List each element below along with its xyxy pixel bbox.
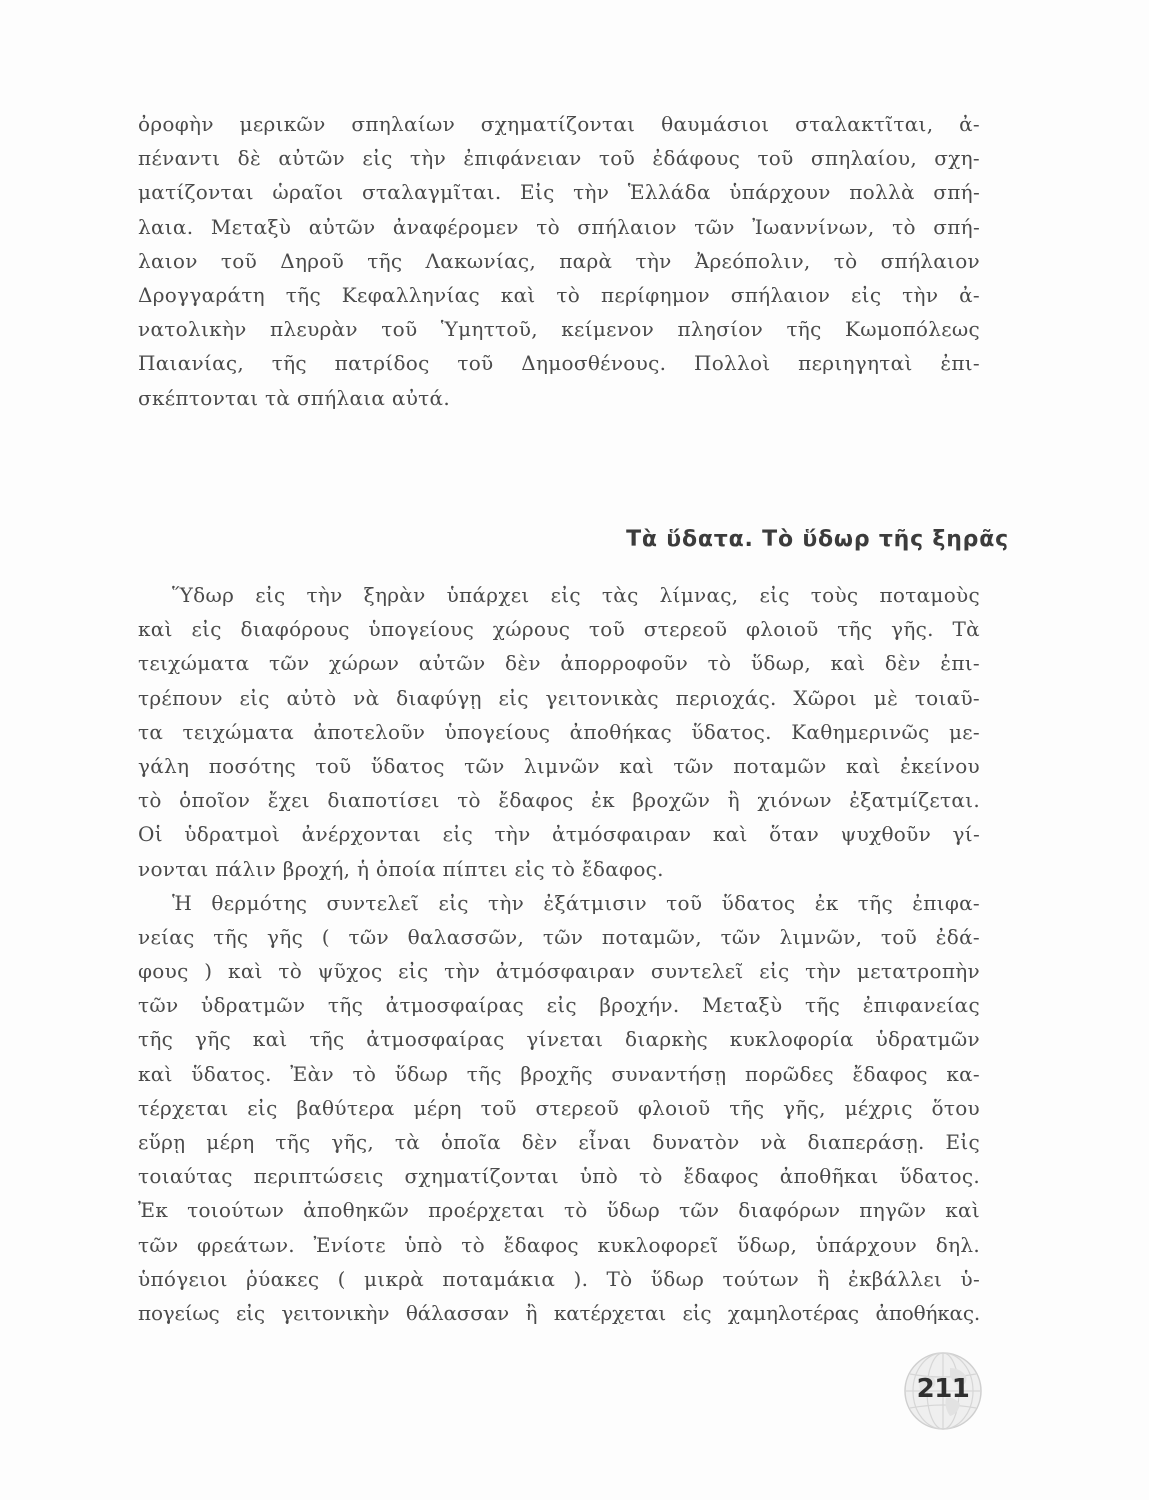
text-line: πέναντι δὲ αὐτῶν εἰς τὴν ἐπιφάνειαν τοῦ ἐδάφους τοῦ σπηλαίου, σχη- bbox=[138, 146, 980, 171]
text-line: νείας τῆς γῆς ( τῶν θαλασσῶν, τῶν ποταμῶν, τῶν λιμνῶν, τοῦ ἐδά- bbox=[138, 924, 980, 949]
text-line: ὀροφὴν μερικῶν σπηλαίων σχηματίζονται θαυμάσιοι σταλακτῖται, ἀ- bbox=[138, 112, 980, 136]
text-line: λαια. Μεταξὺ αὐτῶν ἀναφέρομεν τὸ σπήλαιον τῶν Ἰωαννίνων, τὸ σπή- bbox=[138, 214, 980, 239]
text-line: καὶ ὕδατος. Ἐὰν τὸ ὕδωρ τῆς βροχῆς συναντήσῃ πορῶδες ἔδαφος κα- bbox=[138, 1061, 980, 1086]
text-line: νατολικὴν πλευρὰν τοῦ Ὑμηττοῦ, κείμενον πλησίον τῆς Κωμοπόλεως bbox=[138, 317, 980, 342]
text-line: ματίζονται ὡραῖοι σταλαγμῖται. Εἰς τὴν Ἑλλάδα ὑπάρχουν πολλὰ σπή- bbox=[138, 180, 980, 205]
text-line: Οἱ ὑδρατμοὶ ἀνέρχονται εἰς τὴν ἀτμόσφαιραν καὶ ὅταν ψυχθοῦν γί- bbox=[138, 822, 980, 847]
text-line: τα τειχώματα ἀποτελοῦν ὑπογείους ἀποθήκας ὕδατος. Καθημερινῶς με- bbox=[138, 719, 980, 744]
text-line: τῶν ὑδρατμῶν τῆς ἀτμοσφαίρας εἰς βροχήν. Μεταξὺ τῆς ἐπιφανείας bbox=[138, 993, 980, 1018]
paragraph-caves bbox=[138, 107, 980, 415]
text-line: τέρχεται εἰς βαθύτερα μέρη τοῦ στερεοῦ φλοιοῦ τῆς γῆς, μέχρις ὅτου bbox=[138, 1095, 980, 1120]
paragraph-land-water bbox=[138, 578, 980, 1330]
text-line: τρέπουν εἰς αὐτὸ νὰ διαφύγῃ εἰς γειτονικὰς περιοχάς. Χῶροι μὲ τοιαῦ- bbox=[138, 685, 980, 710]
text-line: καὶ εἰς διαφόρους ὑπογείους χώρους τοῦ στερεοῦ φλοιοῦ τῆς γῆς. Τὰ bbox=[138, 617, 980, 642]
text-line: σκέπτονται τὰ σπήλαια αὐτά. bbox=[138, 385, 450, 410]
text-line: ὑπόγειοι ῥύακες ( μικρὰ ποταμάκια ). Τὸ ὕδωρ τούτων ἢ ἐκβάλλει ὑ- bbox=[138, 1266, 980, 1291]
text-line: Δρογγαράτη τῆς Κεφαλληνίας καὶ τὸ περίφημον σπήλαιον εἰς τὴν ἀ- bbox=[138, 282, 980, 307]
text-line: φους ) καὶ τὸ ψῦχος εἰς τὴν ἀτμόσφαιραν συντελεῖ εἰς τὴν μετατροπὴν bbox=[138, 959, 980, 984]
text-line: τειχώματα τῶν χώρων αὐτῶν δὲν ἀπορροφοῦν τὸ ὕδωρ, καὶ δὲν ἐπι- bbox=[138, 651, 980, 676]
text-line: τοιαύτας περιπτώσεις σχηματίζονται ὑπὸ τὸ ἔδαφος ἀποθῆκαι ὕδατος. bbox=[138, 1164, 980, 1189]
page-number-badge bbox=[902, 1350, 984, 1432]
text-line: λαιον τοῦ Δηροῦ τῆς Λακωνίας, παρὰ τὴν Ἀρεόπολιν, τὸ σπήλαιον bbox=[138, 248, 980, 273]
text-line: τὸ ὁποῖον ἔχει διαποτίσει τὸ ἔδαφος ἐκ βροχῶν ἢ χιόνων ἐξατμίζεται. bbox=[138, 788, 980, 813]
text-line: Παιανίας, τῆς πατρίδος τοῦ Δημοσθένους. Πολλοὶ περιηγηταὶ ἐπι- bbox=[138, 351, 980, 376]
text-line: πογείως εἰς γειτονικὴν θάλασσαν ἢ κατέρχεται εἰς χαμηλοτέρας ἀποθήκας. bbox=[138, 1300, 980, 1325]
section-heading: Τὰ ὕδατα. Τὸ ὕδωρ τῆς ξηρᾶς bbox=[626, 527, 1009, 552]
text-line: γάλη ποσότης τοῦ ὕδατος τῶν λιμνῶν καὶ τῶν ποταμῶν καὶ ἐκείνου bbox=[138, 753, 980, 778]
text-line: Ἐκ τοιούτων ἀποθηκῶν προέρχεται τὸ ὕδωρ τῶν διαφόρων πηγῶν καὶ bbox=[138, 1198, 980, 1223]
text-line: Ἡ θερμότης συντελεῖ εἰς τὴν ἐξάτμισιν τοῦ ὕδατος ἐκ τῆς ἐπιφα- bbox=[172, 890, 980, 915]
page-number: 211 bbox=[916, 1374, 970, 1404]
text-line: Ὕδωρ εἰς τὴν ξηρὰν ὑπάρχει εἰς τὰς λίμνας, εἰς τοὺς ποταμοὺς bbox=[172, 583, 980, 607]
text-line: εὕρῃ μέρη τῆς γῆς, τὰ ὁποῖα δὲν εἶναι δυνατὸν νὰ διαπεράσῃ. Εἰς bbox=[138, 1130, 980, 1154]
text-line: τῆς γῆς καὶ τῆς ἀτμοσφαίρας γίνεται διαρκὴς κυκλοφορία ὑδρατμῶν bbox=[138, 1027, 980, 1052]
text-line: τῶν φρεάτων. Ἐνίοτε ὑπὸ τὸ ἔδαφος κυκλοφορεῖ ὕδωρ, ὑπάρχουν δηλ. bbox=[138, 1232, 980, 1257]
text-line: νονται πάλιν βροχή, ἡ ὁποία πίπτει εἰς τὸ ἔδαφος. bbox=[138, 856, 664, 881]
